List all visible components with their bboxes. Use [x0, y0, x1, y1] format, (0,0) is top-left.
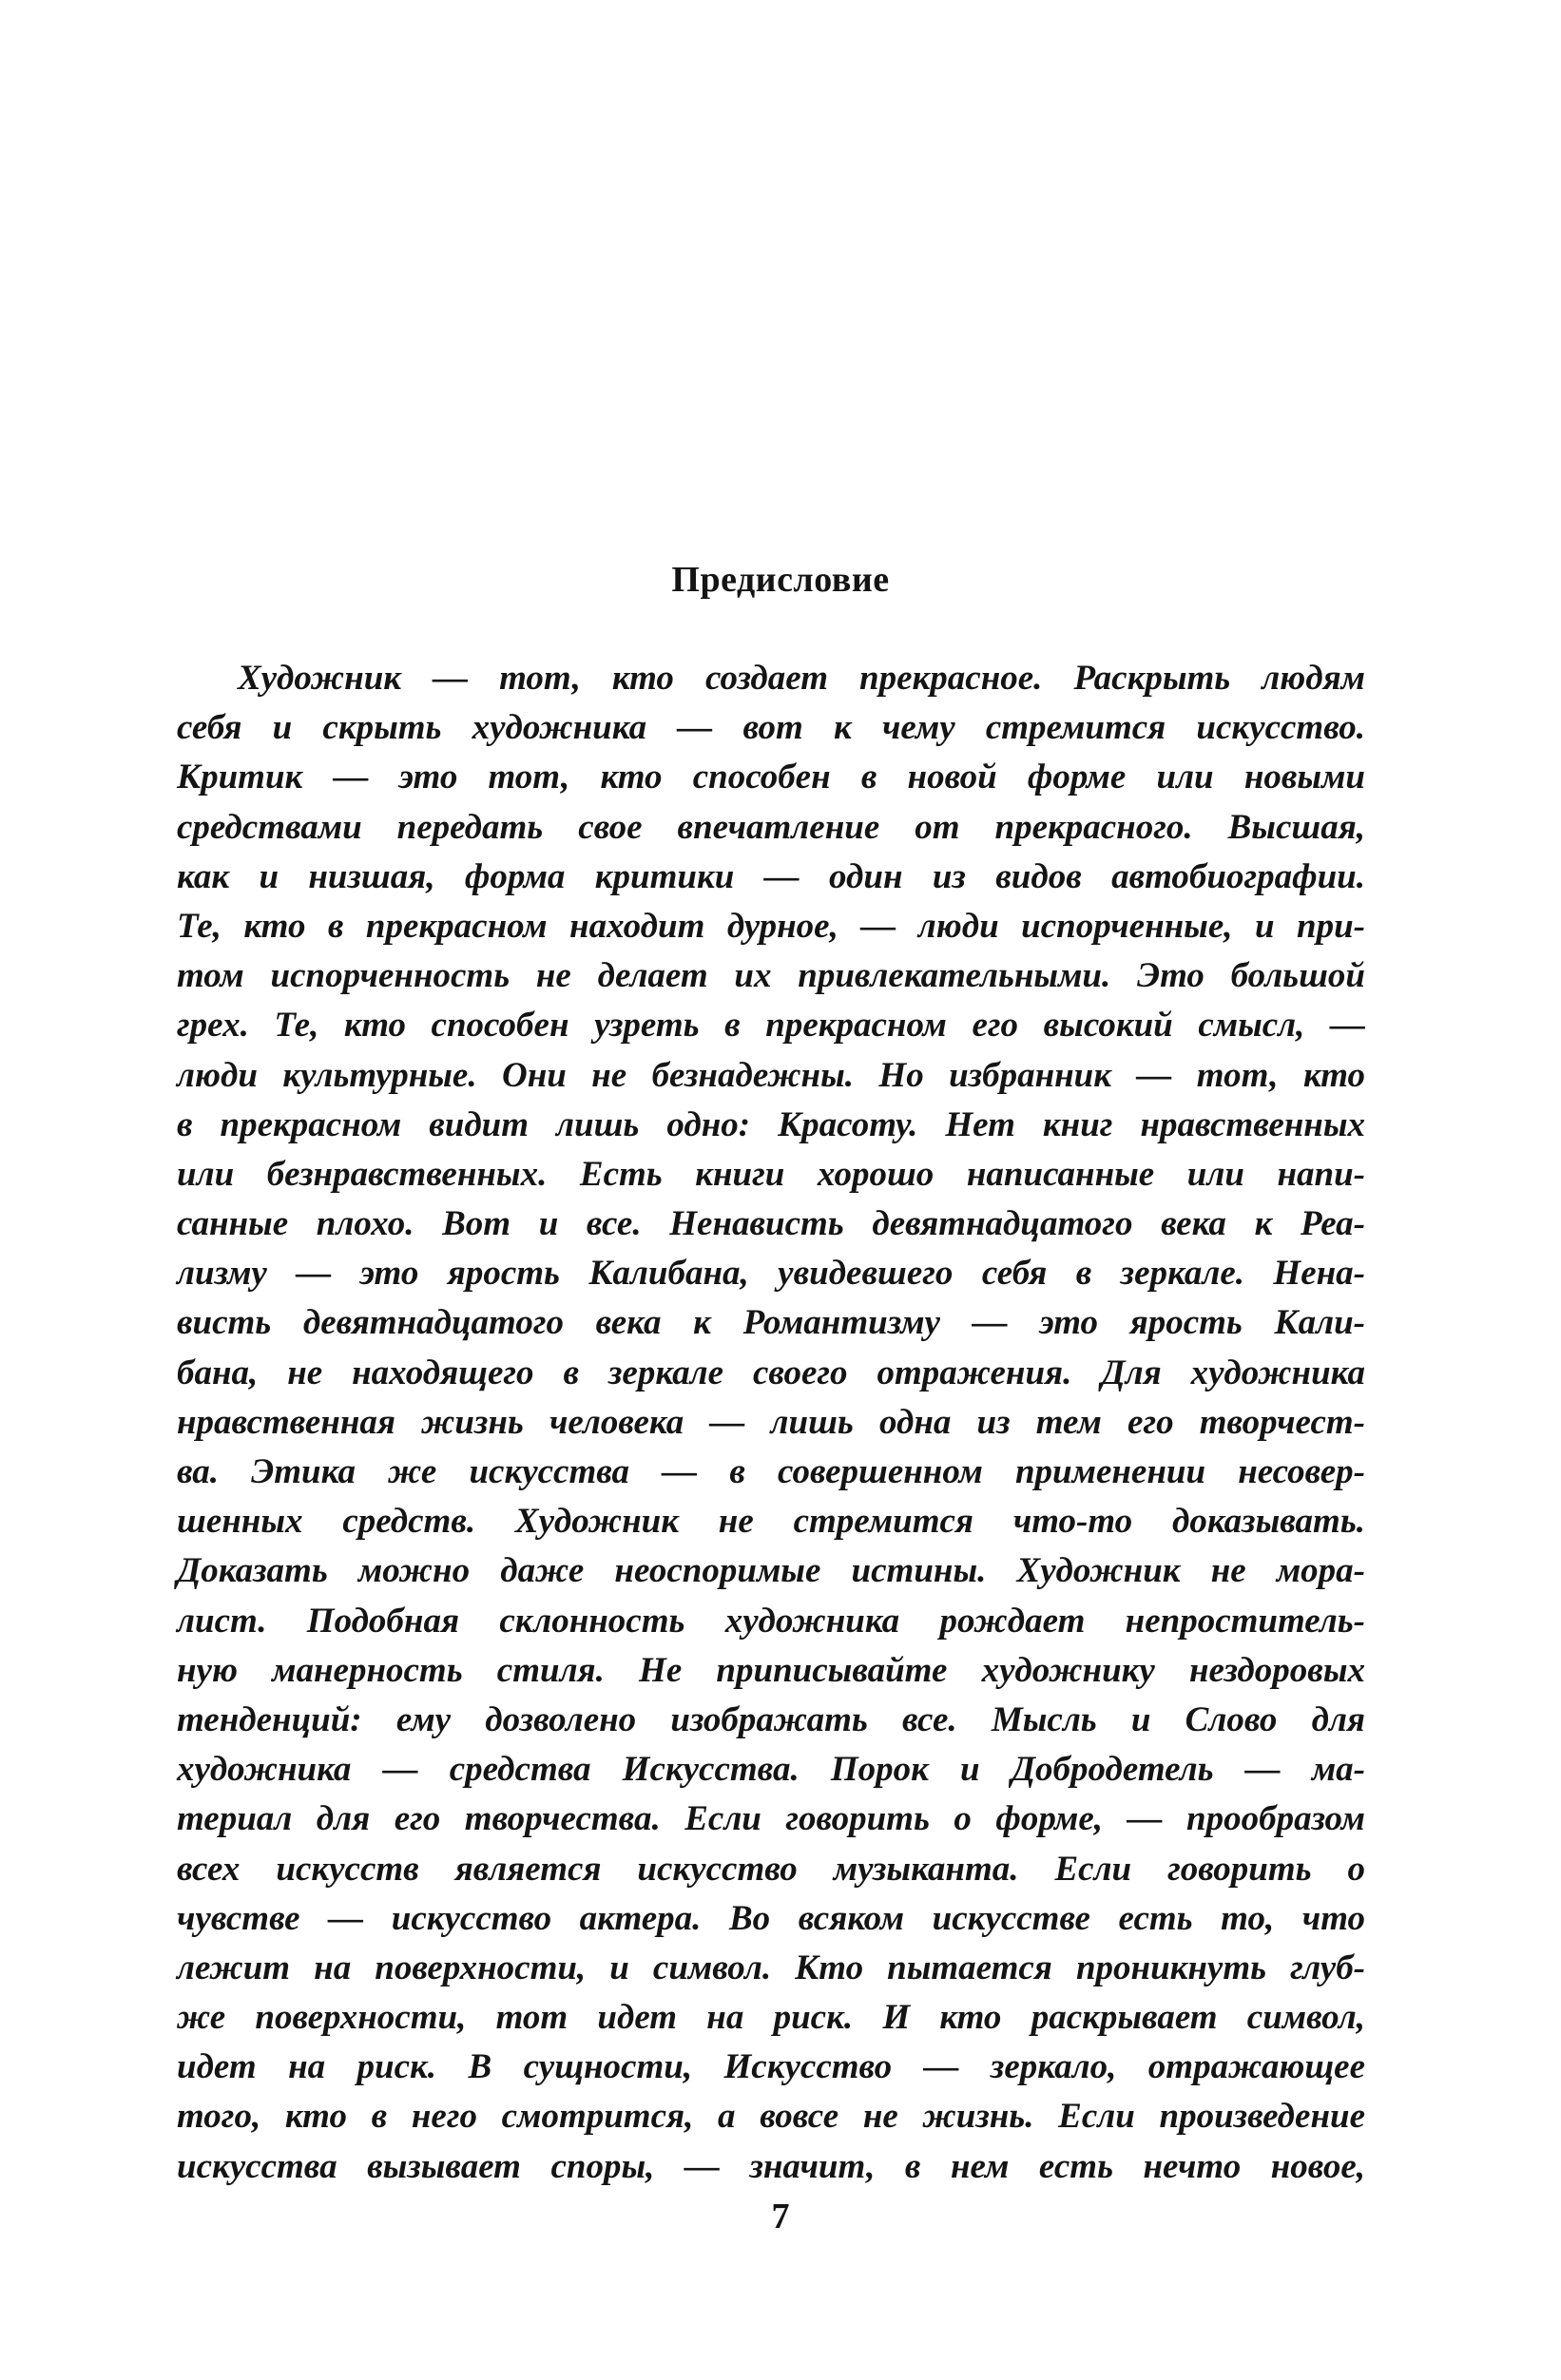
text-line: художника — средства Искусства. Порок и Добродетель — ма-: [177, 1750, 1365, 1790]
text-line: том испорченность не делает их привлекательными. Это большой: [177, 956, 1365, 996]
body-paragraph: [177, 654, 1365, 2192]
text-line: себя и скрыть художника — вот к чему стремится искусство.: [177, 708, 1365, 748]
text-line: Доказать можно даже неоспоримые истины. Художник не морa-: [177, 1551, 1365, 1591]
text-line: грех. Те, кто способен узреть в прекрасном его высокий смысл, —: [177, 1006, 1365, 1046]
text-line: шенных средств. Художник не стремится что-то доказывать.: [177, 1502, 1365, 1542]
text-line: ва. Этика же искусства — в совершенном применении несовер-: [177, 1452, 1365, 1491]
text-line: чувстве — искусство актера. Во всяком искусстве есть то, что: [177, 1898, 1365, 1938]
text-line: нравственная жизнь человека — лишь одна из тем его творчест-: [177, 1402, 1365, 1442]
text-line: Художник — тот, кто создает прекрасное. Раскрыть людям: [238, 659, 1365, 698]
text-line: санные плохо. Вот и все. Ненависть девятнадцатого века к Реа-: [177, 1204, 1365, 1244]
text-line: в прекрасном видит лишь одно: Красоту. Нет книг нравственных: [177, 1104, 1365, 1144]
text-line: лист. Подобная склонность художника рождает непроститель-: [177, 1601, 1365, 1641]
page-number: 7: [771, 2197, 790, 2236]
text-line: как и низшая, форма критики — один из видов автобиографии.: [177, 856, 1365, 896]
text-line: или безнравственных. Есть книги хорошо написанные или напи-: [177, 1154, 1365, 1194]
text-line: средствами передать свое впечатление от прекрасного. Высшая,: [177, 807, 1365, 847]
text-line: лизму — это ярость Калибана, увидевшего себя в зеркале. Нена-: [177, 1254, 1365, 1294]
text-line: тенденций: ему дозволено изображать все. Мысль и Слово для: [177, 1699, 1365, 1739]
text-line: Те, кто в прекрасном находит дурное, — люди испорченные, и при-: [177, 906, 1365, 946]
text-line: висть девятнадцатого века к Романтизму — это ярость Кали-: [177, 1303, 1365, 1343]
text-line: бана, не находящего в зеркале своего отражения. Для художника: [177, 1353, 1365, 1392]
text-line: Критик — это тот, кто способен в новой форме или новыми: [177, 758, 1365, 797]
text-line: идет на риск. В сущности, Искусство — зеркало, отражающее: [177, 2047, 1365, 2087]
text-line: всех искусств является искусство музыканта. Если говорить о: [177, 1849, 1365, 1889]
text-line: того, кто в него смотрится, а вовсе не жизнь. Если произведение: [177, 2097, 1365, 2137]
text-line: териал для его творчества. Если говорить о форме, — прообразом: [177, 1799, 1365, 1839]
chapter-title: Предисловие: [671, 560, 890, 600]
text-line: люди культурные. Они не безнадежны. Но избранник — тот, кто: [177, 1055, 1365, 1095]
text-line: лежит на поверхности, и символ. Кто пытается проникнуть глуб-: [177, 1948, 1365, 1987]
text-line: искусства вызывает споры, — значит, в нем есть нечто новое,: [177, 2146, 1365, 2186]
text-line: же поверхности, тот идет на риск. И кто раскрывает символ,: [177, 1998, 1365, 2038]
text-line: ную манерность стиля. Не приписывайте художнику нездоровых: [177, 1650, 1365, 1690]
